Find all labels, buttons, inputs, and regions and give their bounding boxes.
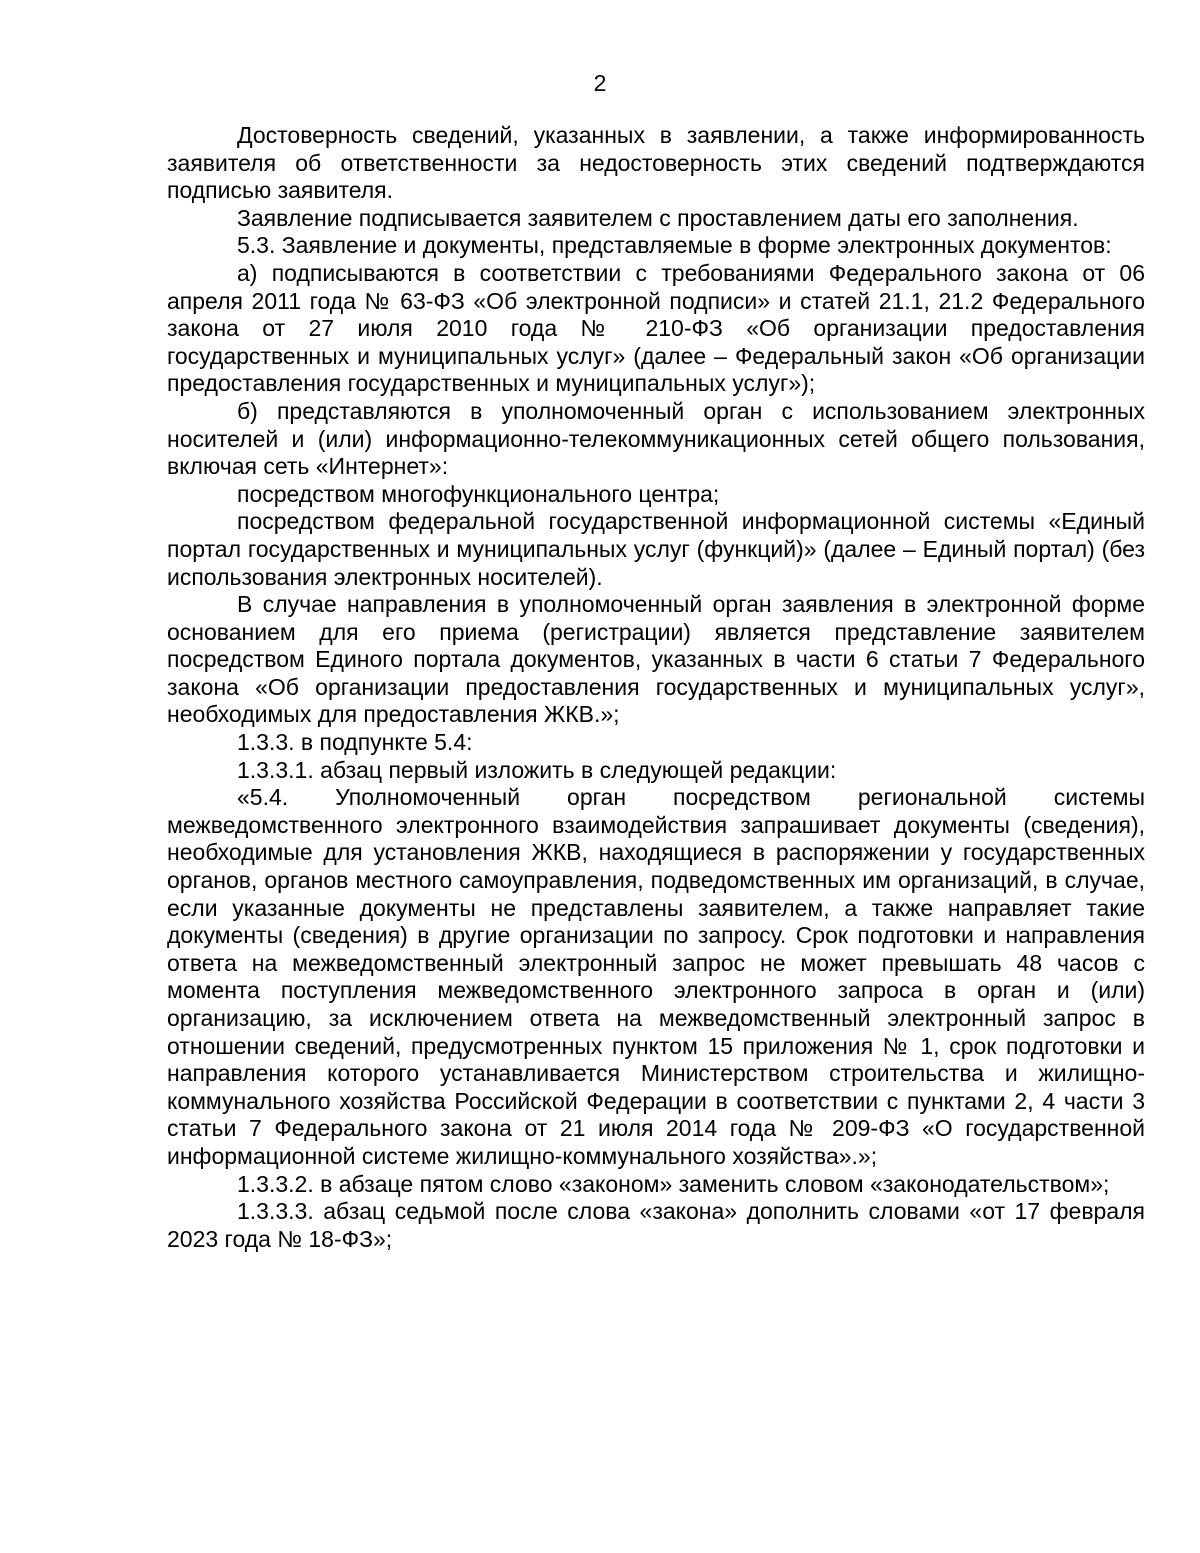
paragraph-1-3-3-2: 1.3.3.2. в абзаце пятом слово «законом» заменить словом «законодательством»; bbox=[237, 1170, 1110, 1197]
paragraph-via-unified-portal: посредством федеральной государственной информационной системы «Единый портал государственных и муниципальных услуг (функций)» (далее – Единый портал) (без использования электронных носителей). bbox=[167, 508, 1145, 590]
paragraph-via-mfc: посредством многофункционального центра; bbox=[237, 480, 720, 507]
paragraph-5-3-electronic-documents: 5.3. Заявление и документы, представляемые в форме электронных документов: bbox=[237, 232, 1112, 259]
paragraph-1-3-3-1: 1.3.3.1. абзац первый изложить в следующей редакции: bbox=[237, 756, 837, 783]
document-body bbox=[167, 122, 1145, 1253]
paragraph-5-3-b-submitted: б) представляются в уполномоченный орган с использованием электронных носителей и (или) информационно-телекоммуникационных сетей общего пользования, включая сеть «Интернет»: bbox=[167, 397, 1145, 480]
paragraph-5-4-interagency-request: «5.4. Уполномоченный орган посредством региональной системы межведомственного электронного взаимодействия запрашивает документы (сведения), необходимые для установления ЖКВ, находящиеся в распоряжении у государственных органов, органов местного самоуправления, подведомственных им организаций, в случае, если указанные документы не представлены заявителем, а также направляет такие документы (сведения) в другие организации по запросу. Срок подготовки и направления ответа на межведомственный электронный запрос не может превышать 48 часов с момента поступления межведомственного электронного запроса в орган и (или) организацию, за исключением ответа на межведомственный электронный запрос в отношении сведений, предусмотренных пунктом 15 приложения № 1, срок подготовки и направления которого устанавливается Министерством строительства и жилищно-коммунального хозяйства Российской Федерации в соответствии с пунктами 2, 4 части 3 статьи 7 Федерального закона от 21 июля 2014 года № 209-ФЗ «О государственной информационной системе жилищно-коммунального хозяйства».»; bbox=[167, 784, 1145, 1169]
paragraph-statement-reliability: Достоверность сведений, указанных в заявлении, а также информированность заявителя об ответственности за недостоверность этих сведений подтверждаются подписью заявителя. bbox=[167, 122, 1145, 204]
paragraph-application-signing: Заявление подписывается заявителем с проставлением даты его заполнения. bbox=[237, 204, 1079, 231]
paragraph-1-3-3: 1.3.3. в подпункте 5.4: bbox=[237, 729, 473, 756]
paragraph-electronic-form-basis: В случае направления в уполномоченный орган заявления в электронной форме основанием для его приема (регистрации) является представление заявителем посредством Единого портала документов, указанных в части 6 статьи 7 Федерального закона «Об организации предоставления государственных и муниципальных услуг», необходимых для предоставления ЖКВ.»; bbox=[167, 591, 1145, 728]
page-number: 2 bbox=[593, 70, 607, 96]
paragraph-5-3-a-signed: а) подписываются в соответствии с требованиями Федерального закона от 06 апреля 2011 года № 63-ФЗ «Об электронной подписи» и статей 21.1, 21.2 Федерального закона от 27 июля 2010 года № 210-ФЗ «Об организации предоставления государственных и муниципальных услуг» (далее – Федеральный закон «Об организации предоставления государственных и муниципальных услуг»); bbox=[167, 259, 1145, 397]
paragraph-1-3-3-3: 1.3.3.3. абзац седьмой после слова «закона» дополнить словами «от 17 февраля 2023 года № 18-ФЗ»; bbox=[167, 1198, 1145, 1252]
